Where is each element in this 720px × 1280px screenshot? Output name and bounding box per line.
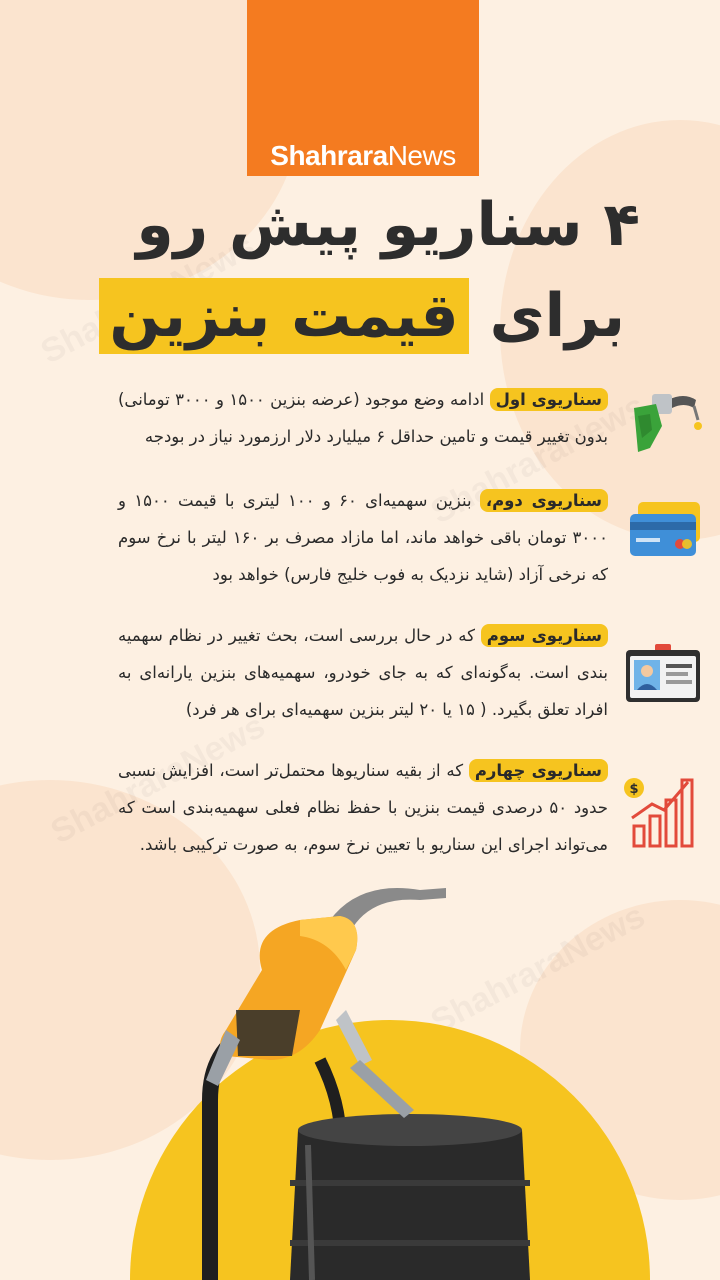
id-card-icon [624, 642, 702, 704]
fuel-nozzle-icon [624, 386, 704, 458]
scenario-1 [118, 381, 608, 455]
scenario-4-label: سناریوی چهارم [469, 759, 608, 782]
credit-card-icon [628, 500, 704, 560]
scenario-1-text: ادامه وضع موجود (عرضه بنزین ۱۵۰۰ و ۳۰۰۰ تومانی) بدون تغییر قیمت و تامین حداقل ۶ میلیارد دلار ارزمورد نیاز در بودجه [118, 390, 608, 446]
scenario-1-label: سناریوی اول [490, 388, 608, 411]
brand-header [247, 0, 479, 176]
fuel-pump-illustration [0, 860, 720, 1280]
svg-text:$: $ [629, 782, 639, 797]
scenario-3 [118, 617, 608, 728]
brand-logo-part1: Shahrara [270, 140, 388, 171]
brand-logo-part2: News [387, 140, 456, 171]
page-title-line1: ۴ سناریو پیش رو [136, 190, 640, 260]
page-title-prefix: برای [489, 281, 625, 351]
scenario-4-text: که از بقیه سناریوها محتمل‌تر است، افزایش نسبی حدود ۵۰ درصدی قیمت بنزین با حفظ نظام فعلی سهمیه‌بندی است که می‌تواند اجرای این سناریو با تعیین نرخ سوم، به صورت ترکیبی باشد. [118, 761, 608, 854]
page-title-line2 [99, 278, 625, 354]
oil-barrel-icon [290, 1114, 530, 1280]
scenario-4 [118, 752, 608, 863]
scenario-3-text: که در حال بررسی است، بحث تغییر در نظام سهمیه بندی است. به‌گونه‌ای که به جای خودرو، سهمیه‌های بنزین یارانه‌ای به افراد تعلق بگیرد. ( ۱۵ یا ۲۰ لیتر بنزین سهمیه‌ای برای هر فرد) [118, 626, 608, 719]
price-growth-chart-icon [622, 770, 702, 850]
scenario-2-text: بنزین سهمیه‌ای ۶۰ و ۱۰۰ لیتری با قیمت ۱۵۰۰ و ۳۰۰۰ تومان باقی خواهد ماند، اما مازاد مصرف بر ۱۶۰ لیتر با نرخ سوم که نرخی آزاد (شاید نزدیک به فوب خلیج فارس) خواهد بود [118, 491, 608, 584]
scenario-2-label: سناریوی دوم، [480, 489, 608, 512]
scenario-2 [118, 482, 608, 593]
scenario-3-label: سناریوی سوم [481, 624, 608, 647]
brand-logo [247, 140, 479, 172]
page-title-highlight: قیمت بنزین [99, 278, 468, 354]
